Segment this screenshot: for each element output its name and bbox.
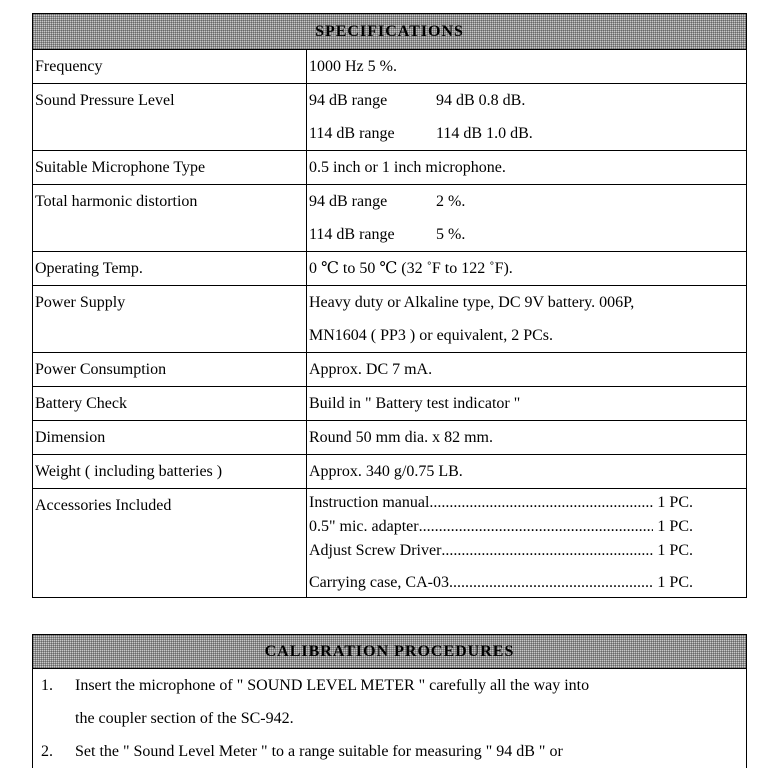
accessory-name: Carrying case, CA-03 [309, 574, 449, 591]
spec-value-line: Round 50 mm dia. x 82 mm. [309, 429, 493, 446]
spec-value [307, 489, 747, 598]
spec-value [307, 50, 747, 84]
spec-row-power-supply [33, 286, 746, 353]
spec-row-weight [33, 455, 746, 489]
range-label: 114 dB range [309, 226, 395, 243]
step-line: Set the " Sound Level Meter " to a range suitable for measuring " 94 dB " or [75, 743, 563, 760]
spec-row-accessories [33, 489, 746, 598]
spec-row-power-consumption [33, 353, 746, 387]
step-text [75, 669, 746, 735]
accessory-item [309, 491, 693, 515]
spec-row-battery-check [33, 387, 746, 421]
spec-value [307, 421, 747, 455]
step-line: the coupler section of the SC-942. [75, 710, 294, 727]
accessory-qty: 1 PC. [657, 494, 693, 511]
spec-range-line [309, 84, 746, 117]
spec-row-sound-pressure-level [33, 84, 746, 151]
spec-value-line: Approx. 340 g/0.75 LB. [309, 463, 463, 480]
leader-dots [441, 539, 653, 563]
calibration-box [32, 634, 747, 768]
spec-value-line: 1000 Hz 5 %. [309, 58, 397, 75]
spec-value-line: Build in " Battery test indicator " [309, 395, 521, 412]
spec-value-line: Approx. DC 7 mA. [309, 361, 433, 378]
range-value: 2 %. [436, 193, 466, 210]
spec-label: Suitable Microphone Type [33, 151, 307, 185]
spec-value [307, 185, 747, 252]
spec-range-line [309, 218, 746, 251]
accessory-qty: 1 PC. [657, 542, 693, 559]
leader-dots [449, 571, 653, 595]
range-label: 94 dB range [309, 193, 388, 210]
step-number: 1. [41, 677, 53, 694]
spec-label: Total harmonic distortion [33, 185, 307, 252]
accessory-name: Adjust Screw Driver [309, 542, 442, 559]
spec-label: Operating Temp. [33, 252, 307, 286]
spec-row-harmonic-distortion [33, 185, 746, 252]
spec-value [307, 151, 747, 185]
spec-row-microphone-type [33, 151, 746, 185]
step-line: Insert the microphone of " SOUND LEVEL METER " carefully all the way into [75, 677, 590, 694]
spec-value-line: 0 ℃ to 50 ℃ (32 ˚F to 122 ˚F). [309, 260, 513, 277]
spec-label: Battery Check [33, 387, 307, 421]
step-number: 2. [41, 743, 53, 760]
spec-label: Dimension [33, 421, 307, 455]
spec-value [307, 353, 747, 387]
spec-range-line [309, 117, 746, 150]
spec-row-operating-temp [33, 252, 746, 286]
leader-dots [419, 515, 654, 539]
spec-value [307, 455, 747, 489]
spec-value-line: Heavy duty or Alkaline type, DC 9V battery. 006P, [309, 294, 635, 311]
spec-value-line: MN1604 ( PP3 ) or equivalent, 2 PCs. [309, 327, 553, 344]
specifications-table [32, 13, 747, 598]
spec-value [307, 387, 747, 421]
spec-value-line: 0.5 inch or 1 inch microphone. [309, 159, 506, 176]
spec-row-frequency [33, 50, 746, 84]
spec-label: Sound Pressure Level [33, 84, 307, 151]
range-label: 114 dB range [309, 125, 395, 142]
spec-label: Power Consumption [33, 353, 307, 387]
calibration-step [33, 735, 746, 768]
calibration-steps [33, 669, 746, 768]
accessory-item [309, 539, 693, 563]
spec-label: Accessories Included [33, 489, 307, 598]
accessory-item [309, 571, 693, 595]
calibration-header: CALIBRATION PROCEDURES [33, 635, 746, 669]
accessory-name: Instruction manual [309, 494, 430, 511]
accessory-qty: 1 PC. [657, 574, 693, 591]
spec-value [307, 286, 747, 353]
specifications-header: SPECIFICATIONS [33, 14, 746, 50]
spec-range-line [309, 185, 746, 218]
accessory-qty: 1 PC. [657, 518, 693, 535]
spec-label: Power Supply [33, 286, 307, 353]
spec-rows [33, 50, 746, 597]
spec-row-dimension [33, 421, 746, 455]
accessory-item [309, 515, 693, 539]
accessory-name: 0.5" mic. adapter [309, 518, 419, 535]
spec-value [307, 252, 747, 286]
step-text [75, 735, 746, 768]
spec-label: Weight ( including batteries ) [33, 455, 307, 489]
calibration-step [33, 669, 746, 735]
spec-value [307, 84, 747, 151]
range-value: 5 %. [436, 226, 466, 243]
range-value: 114 dB 1.0 dB. [436, 125, 533, 142]
spec-label: Frequency [33, 50, 307, 84]
leader-dots [429, 491, 653, 515]
range-label: 94 dB range [309, 92, 388, 109]
range-value: 94 dB 0.8 dB. [436, 92, 526, 109]
